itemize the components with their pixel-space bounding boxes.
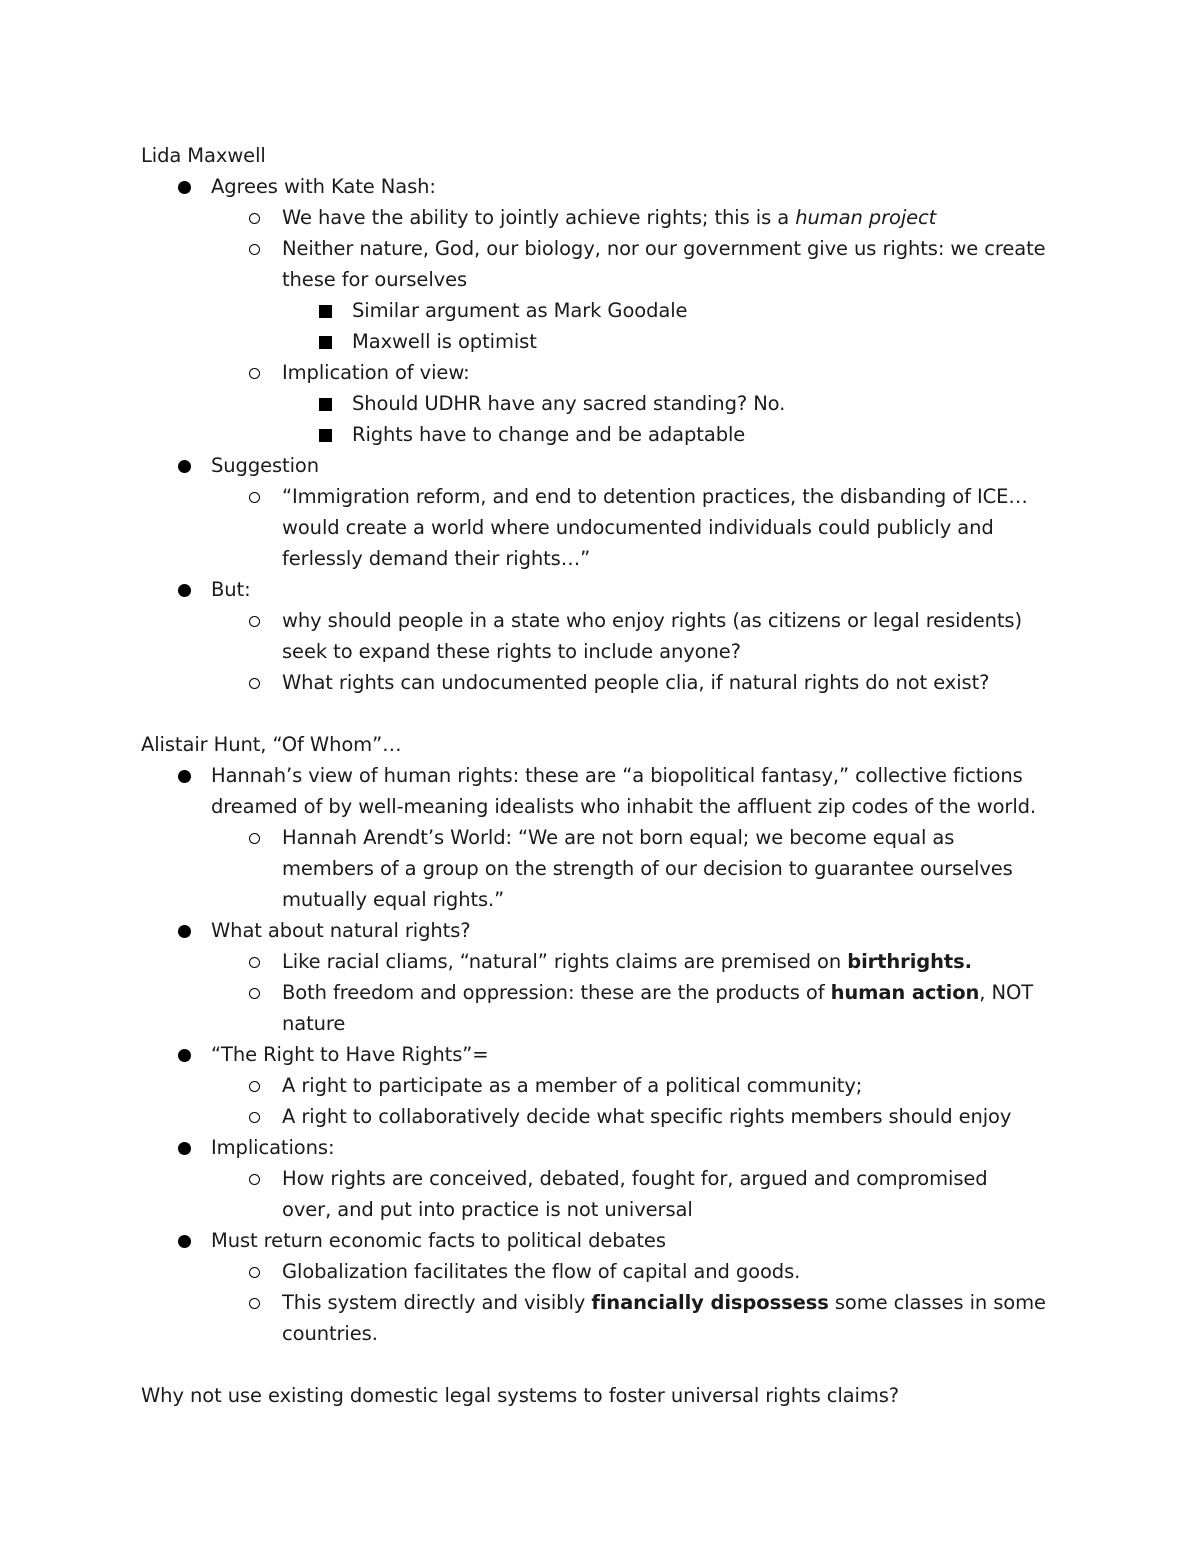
paragraph-line — [141, 1380, 899, 1411]
list-item-line — [211, 171, 436, 202]
text-run: these for ourselves — [282, 268, 468, 291]
list-item-line — [282, 543, 590, 574]
list-item-line — [211, 450, 319, 481]
hollow-circle-bullet-icon — [249, 492, 260, 503]
hollow-circle-bullet-icon — [249, 988, 260, 999]
list-item-line — [282, 1287, 1046, 1318]
square-bullet-icon — [319, 305, 332, 318]
list-item-line — [282, 512, 994, 543]
text-run: Lida Maxwell — [141, 144, 266, 167]
list-item-line — [282, 1194, 693, 1225]
bold-text: financially dispossess — [591, 1291, 829, 1314]
list-item-line — [282, 481, 1028, 512]
hollow-circle-bullet-icon — [249, 616, 260, 627]
text-run: A right to collaboratively decide what specific rights members should enjoy — [282, 1105, 1012, 1128]
list-item-line — [211, 791, 1036, 822]
filled-bullet-icon — [178, 1142, 191, 1155]
hollow-circle-bullet-icon — [249, 1081, 260, 1092]
text-run: But: — [211, 578, 251, 601]
hollow-circle-bullet-icon — [249, 213, 260, 224]
list-item-line — [282, 1070, 862, 1101]
text-run: How rights are conceived, debated, fought for, argued and compromised — [282, 1167, 988, 1190]
text-run: What rights can undocumented people clia, if natural rights do not exist? — [282, 671, 990, 694]
hollow-circle-bullet-icon — [249, 1298, 260, 1309]
text-run: Alistair Hunt, “Of Whom”… — [141, 733, 402, 756]
paragraph-line — [141, 140, 266, 171]
filled-bullet-icon — [178, 460, 191, 473]
list-item-line — [282, 605, 1022, 636]
list-item-line — [211, 760, 1023, 791]
text-run: “The Right to Have Rights”= — [211, 1043, 489, 1066]
text-run: Suggestion — [211, 454, 320, 477]
paragraph-line — [141, 729, 401, 760]
text-run: Agrees with Kate Nash: — [211, 175, 436, 198]
filled-bullet-icon — [178, 1049, 191, 1062]
hollow-circle-bullet-icon — [249, 957, 260, 968]
text-run: This system directly and visibly — [282, 1291, 592, 1314]
square-bullet-icon — [319, 398, 332, 411]
text-run: A right to participate as a member of a political community; — [282, 1074, 863, 1097]
filled-bullet-icon — [178, 584, 191, 597]
hollow-circle-bullet-icon — [249, 1174, 260, 1185]
text-run: nature — [282, 1012, 346, 1035]
text-run: mutually equal rights.” — [282, 888, 505, 911]
list-item-line — [282, 357, 470, 388]
bold-text: birthrights. — [847, 950, 972, 973]
list-item-line — [282, 977, 1033, 1008]
list-item-line — [352, 419, 745, 450]
list-item-line — [282, 1256, 800, 1287]
text-run: Hannah Arendt’s World: “We are not born equal; we become equal as — [282, 826, 955, 849]
text-run: Implications: — [211, 1136, 335, 1159]
square-bullet-icon — [319, 336, 332, 349]
text-run: countries. — [282, 1322, 378, 1345]
list-item-line — [211, 574, 251, 605]
filled-bullet-icon — [178, 181, 191, 194]
text-run: Like racial cliams, “natural” rights claims are premised on — [282, 950, 848, 973]
list-item-line — [211, 1039, 489, 1070]
list-item-line — [282, 1318, 378, 1349]
text-run: Should UDHR have any sacred standing? No. — [352, 392, 786, 415]
list-item-line — [282, 1008, 345, 1039]
list-item-line — [282, 667, 989, 698]
list-item-line — [282, 822, 954, 853]
text-run: over, and put into practice is not universal — [282, 1198, 693, 1221]
text-run: What about natural rights? — [211, 919, 471, 942]
text-run: “Immigration reform, and end to detention practices, the disbanding of ICE… — [282, 485, 1028, 508]
text-run: why should people in a state who enjoy rights (as citizens or legal residents) — [282, 609, 1022, 632]
text-run: Globalization facilitates the flow of capital and goods. — [282, 1260, 801, 1283]
text-run: Similar argument as Mark Goodale — [352, 299, 688, 322]
list-item-line — [282, 1101, 1011, 1132]
hollow-circle-bullet-icon — [249, 1267, 260, 1278]
filled-bullet-icon — [178, 1235, 191, 1248]
text-run: Why not use existing domestic legal systems to foster universal rights claims? — [141, 1384, 900, 1407]
hollow-circle-bullet-icon — [249, 244, 260, 255]
text-run: members of a group on the strength of our decision to guarantee ourselves — [282, 857, 1013, 880]
list-item-line — [211, 1132, 334, 1163]
filled-bullet-icon — [178, 770, 191, 783]
list-item-line — [352, 326, 537, 357]
text-run: ferlessly demand their rights…” — [282, 547, 591, 570]
list-item-line — [282, 636, 741, 667]
text-run: seek to expand these rights to include anyone? — [282, 640, 741, 663]
text-run: some classes in some — [828, 1291, 1046, 1314]
hollow-circle-bullet-icon — [249, 833, 260, 844]
text-run: Both freedom and oppression: these are the products of — [282, 981, 831, 1004]
bold-text: human action — [830, 981, 980, 1004]
hollow-circle-bullet-icon — [249, 1112, 260, 1123]
italic-text: human project — [795, 206, 937, 229]
list-item-line — [282, 264, 467, 295]
list-item-line — [211, 915, 471, 946]
square-bullet-icon — [319, 429, 332, 442]
list-item-line — [282, 853, 1013, 884]
hollow-circle-bullet-icon — [249, 368, 260, 379]
list-item-line — [282, 946, 972, 977]
text-run: Maxwell is optimist — [352, 330, 537, 353]
text-run: Rights have to change and be adaptable — [352, 423, 746, 446]
text-run: Implication of view: — [282, 361, 470, 384]
text-run: , NOT — [979, 981, 1034, 1004]
list-item-line — [352, 388, 785, 419]
list-item-line — [282, 884, 504, 915]
text-run: We have the ability to jointly achieve rights; this is a — [282, 206, 796, 229]
text-run: would create a world where undocumented individuals could publicly and — [282, 516, 994, 539]
text-run: Neither nature, God, our biology, nor our government give us rights: we create — [282, 237, 1046, 260]
list-item-line — [352, 295, 687, 326]
text-run: Hannah’s view of human rights: these are “a biopolitical fantasy,” collective fictions — [211, 764, 1023, 787]
list-item-line — [282, 202, 936, 233]
hollow-circle-bullet-icon — [249, 678, 260, 689]
list-item-line — [282, 1163, 988, 1194]
text-run: dreamed of by well-meaning idealists who inhabit the affluent zip codes of the world. — [211, 795, 1037, 818]
list-item-line — [211, 1225, 666, 1256]
filled-bullet-icon — [178, 925, 191, 938]
text-run: Must return economic facts to political debates — [211, 1229, 666, 1252]
list-item-line — [282, 233, 1046, 264]
